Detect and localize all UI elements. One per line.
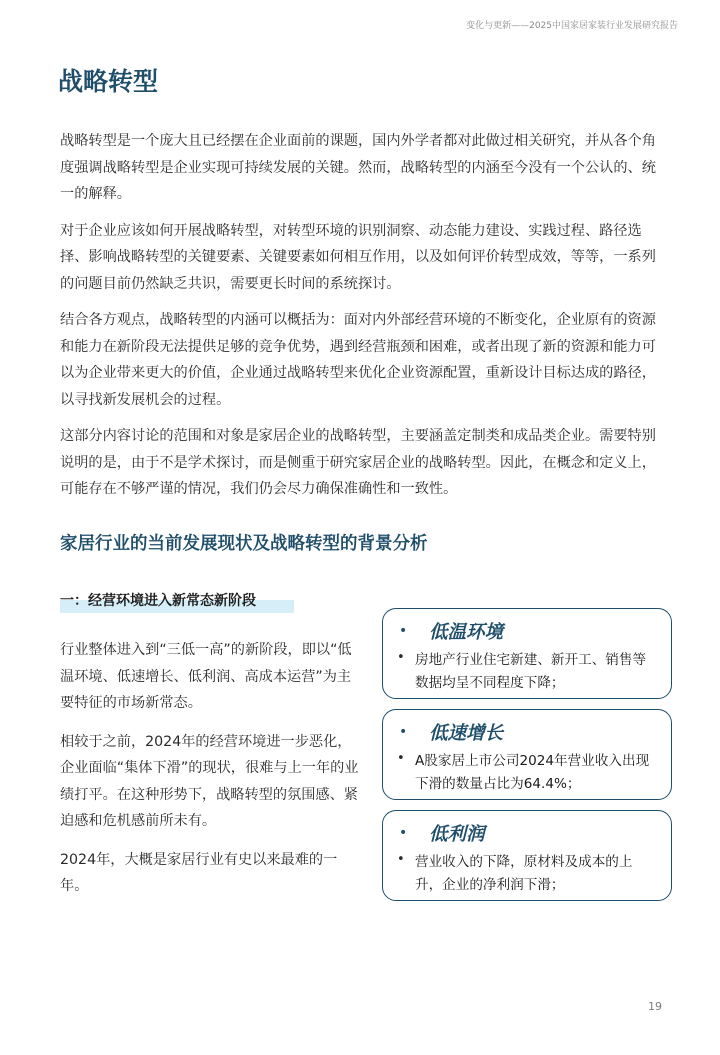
feature-cards — [382, 608, 672, 911]
bullet-icon: • — [399, 724, 408, 740]
page-title: 战略转型 — [58, 67, 159, 96]
body-paragraph: 相较于之前，2024年的经营环境进一步恶化，企业面临“集体下滑”的现状，很难与上一年的业绩打平。在这种形势下，战略转型的氛围感、紧迫感和危机感前所未有。 — [60, 733, 359, 829]
subheading — [60, 590, 294, 612]
card-header — [395, 617, 659, 645]
card-low-growth — [382, 709, 672, 800]
card-header — [395, 718, 659, 746]
bullet-icon: • — [399, 825, 408, 841]
bullet-icon: • — [397, 751, 405, 766]
card-title: 低利润 — [429, 824, 485, 845]
intro-paragraph: 战略转型是一个庞大且已经摆在企业面前的课题，国内外学者都对此做过相关研究，并从各个角度强调战略转型是企业实现可持续发展的关键。然而，战略转型的内涵至今没有一个公认的、统一的解释。 — [60, 133, 656, 202]
card-body — [395, 750, 659, 796]
left-column — [60, 637, 360, 912]
card-body — [395, 851, 659, 897]
subheading-text: 一：经营环境进入新常态新阶段 — [60, 593, 256, 609]
page-number: 19 — [648, 1000, 662, 1013]
card-low-temperature — [382, 608, 672, 699]
body-paragraph: 行业整体进入到“三低一高”的新阶段，即以“低温环境、低速增长、低利润、高成本运营”为主要特征的市场新常态。 — [60, 642, 352, 711]
bullet-icon: • — [397, 852, 405, 867]
card-text: 房地产行业住宅新建、新开工、销售等数据均呈不同程度下降； — [415, 652, 647, 691]
intro-paragraph: 结合各方观点，战略转型的内涵可以概括为：面对内外部经营环境的不断变化，企业原有的资源和能力在新阶段无法提供足够的竞争优势，遇到经营瓶颈和困难，或者出现了新的资源和能力可以为企业带来更大的价值，企业通过战略转型来优化企业资源配置，重新设计目标达成的路径，以寻找新发展机会的过程。 — [60, 312, 656, 408]
bullet-icon: • — [399, 623, 408, 639]
card-text: 营业收入的下降，原材料及成本的上升，企业的净利润下滑； — [415, 854, 633, 893]
intro-paragraph: 对于企业应该如何开展战略转型，对转型环境的识别洞察、动态能力建设、实践过程、路径选择、影响战略转型的关键要素、关键要素如何相互作用，以及如何评价转型成效，等等，一系列的问题目前仍然缺乏共识，需要更长时间的系统探讨。 — [60, 222, 656, 292]
body-paragraph: 2024年，大概是家居行业有史以来最难的一年。 — [60, 851, 338, 894]
running-header: 变化与更新——2025中国家居家装行业发展研究报告 — [466, 21, 678, 31]
intro-text — [60, 128, 666, 513]
card-title: 低温环境 — [429, 622, 504, 643]
section-heading: 家居行业的当前发展现状及战略转型的背景分析 — [60, 534, 428, 554]
card-low-profit — [382, 810, 672, 901]
card-title: 低速增长 — [429, 723, 504, 744]
card-text: A股家居上市公司2024年营业收入出现下滑的数量占比为64.4%； — [415, 753, 650, 792]
card-header — [395, 819, 659, 847]
intro-paragraph: 这部分内容讨论的范围和对象是家居企业的战略转型，主要涵盖定制类和成品类企业。需要特别说明的是，由于不是学术探讨，而是侧重于研究家居企业的战略转型。因此，在概念和定义上，可能存在不够严谨的情况，我们仍会尽力确保准确性和一致性。 — [60, 428, 656, 497]
bullet-icon: • — [397, 650, 405, 665]
card-body — [395, 649, 659, 695]
